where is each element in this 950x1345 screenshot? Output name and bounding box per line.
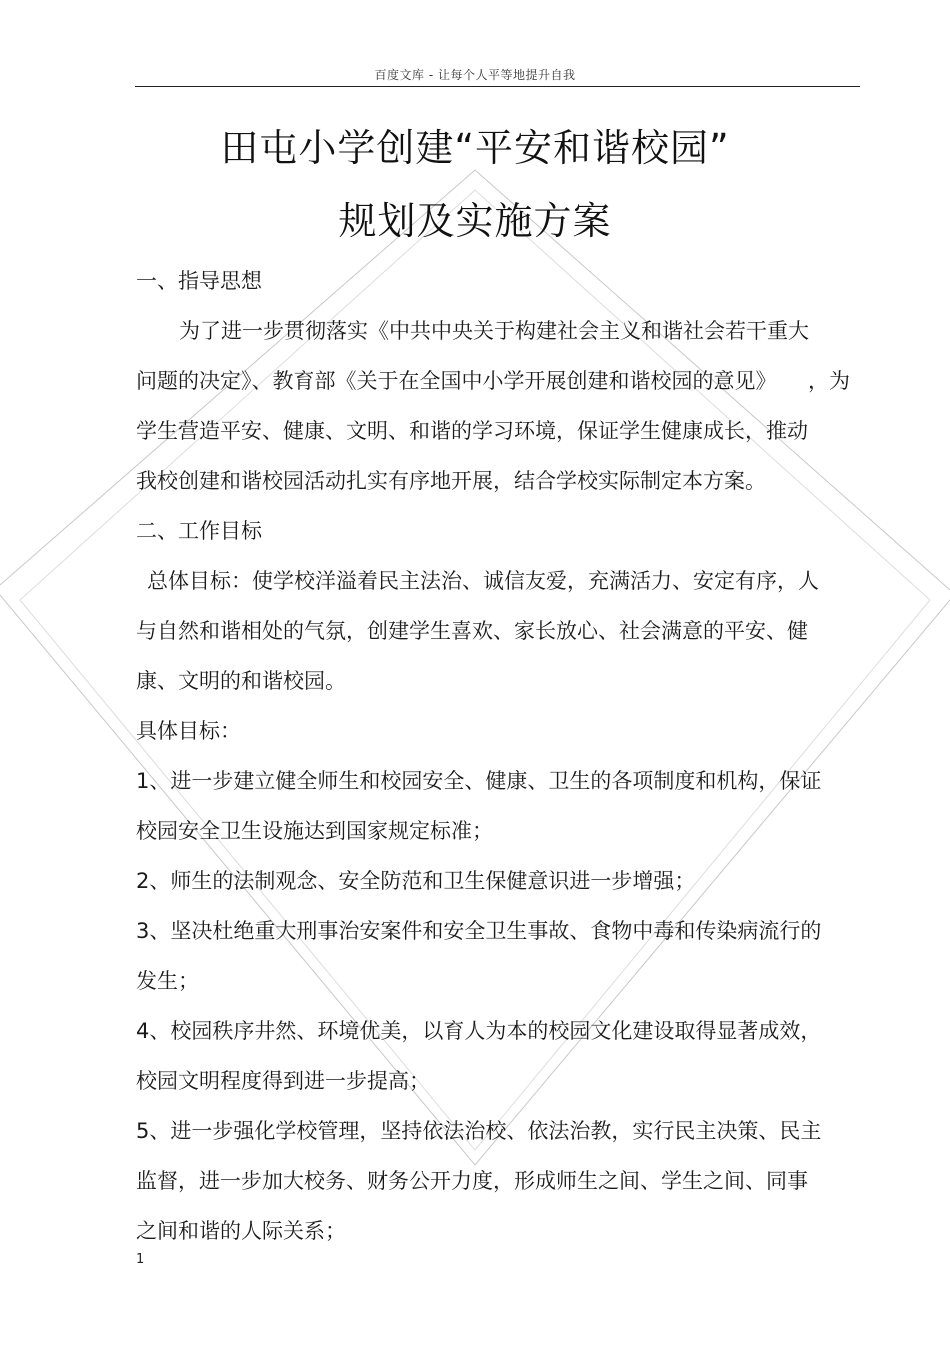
list-item-line: 1、进一步建立健全师生和校园安全、健康、卫生的各项制度和机构，保证: [136, 769, 822, 793]
paragraph-line: 与自然和谐相处的气氛，创建学生喜欢、家长放心、社会满意的平安、健: [136, 619, 808, 643]
paragraph-line: 总体目标：使学校洋溢着民主法治、诚信友爱，充满活力、安定有序，人: [147, 569, 819, 593]
document-title-line-1: 田屯小学创建“平安和谐校园”: [220, 126, 730, 170]
paragraph-line: 康、文明的和谐校园。: [136, 669, 346, 693]
list-item-line: 校园安全卫生设施达到国家规定标准；: [136, 819, 493, 843]
header-text: 百度文库 - 让每个人平等地提升自我: [374, 68, 576, 82]
list-item-line: 发生；: [136, 969, 199, 993]
paragraph-line: 为了进一步贯彻落实《中共中央关于构建社会主义和谐社会若干重大: [179, 319, 809, 343]
header-divider: [135, 86, 860, 87]
section-heading-guiding-ideology: 一、指导思想: [136, 269, 262, 293]
paragraph-line: 学生营造平安、健康、文明、和谐的学习环境，保证学生健康成长，推动: [136, 419, 808, 443]
document-title-line-2: 规划及实施方案: [338, 199, 612, 243]
list-item-line: 之间和谐的人际关系；: [136, 1219, 346, 1243]
page-number: 1: [136, 1252, 145, 1267]
list-item-line: 监督，进一步加大校务、财务公开力度，形成师生之间、学生之间、同事: [136, 1169, 808, 1193]
list-item-line: 5、进一步强化学校管理，坚持依法治校、依法治教，实行民主决策、民主: [136, 1119, 822, 1143]
paragraph-line: 问题的决定》、教育部《关于在全国中小学开展创建和谐校园的意见》 ，为: [136, 369, 850, 393]
list-item-line: 校园文明程度得到进一步提高；: [136, 1069, 430, 1093]
list-item-line: 3、坚决杜绝重大刑事治安案件和安全卫生事故、食物中毒和传染病流行的: [136, 919, 822, 943]
subheading-specific-goals: 具体目标：: [136, 719, 241, 743]
list-item-line: 2、师生的法制观念、安全防范和卫生保健意识进一步增强；: [136, 869, 696, 893]
list-item-line: 4、校园秩序井然、环境优美，以育人为本的校园文化建设取得显著成效，: [136, 1019, 822, 1043]
section-heading-work-goals: 二、工作目标: [136, 519, 262, 543]
paragraph-line: 我校创建和谐校园活动扎实有序地开展，结合学校实际制定本方案。: [136, 469, 766, 493]
